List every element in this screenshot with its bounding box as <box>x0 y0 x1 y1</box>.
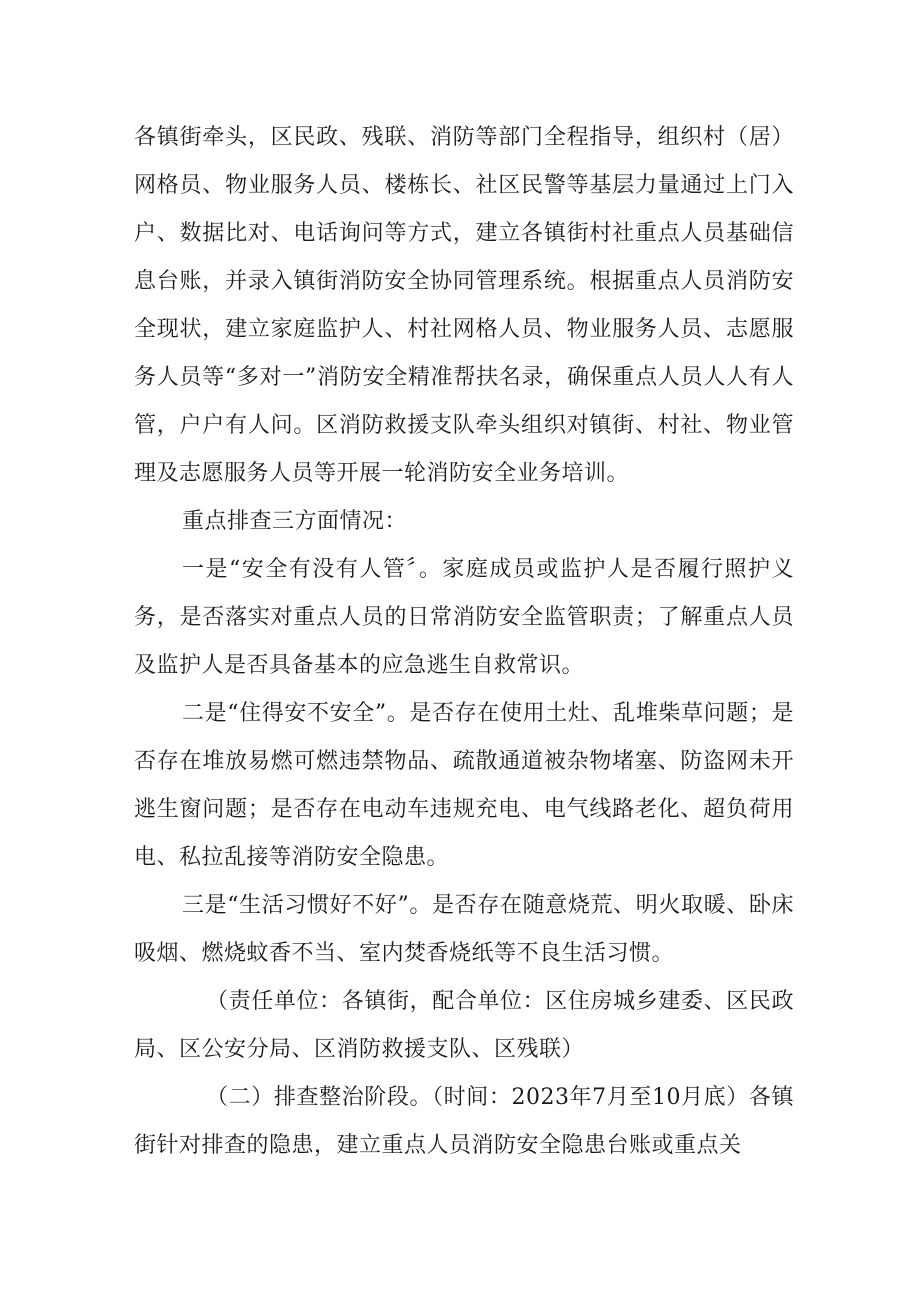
paragraph-item-two: 二是“住得安不安全”。是否存在使用土灶、乱堆柴草问题；是否存在堆放易燃可燃违禁物品、疏散通道被杂物堵塞、防盗网未开逃生窗问题；是否存在电动车违规充电、电气线路老化、超负荷用电、私拉乱接等消防安全隐患。 <box>134 701 794 870</box>
paragraph-item-one: 一是“安全有没有人管〞。家庭成员或监护人是否履行照护义务，是否落实对重点人员的日常消防安全监管职责；了解重点人员及监护人是否具备基本的应急逃生自救常识。 <box>134 557 794 678</box>
paragraph-responsible-units: （责任单位：各镇街，配合单位：区住房城乡建委、区民政局、区公安分局、区消防救援支队、区残联） <box>134 989 794 1062</box>
paragraph-rectification-stage: （二）排查整治阶段。（时间：2023年7月至10月底）各镇街针对排查的隐患，建立重点人员消防安全隐患台账或重点关 <box>134 1085 794 1158</box>
paragraph-item-three: 三是“生活习惯好不好”。是否存在随意烧荒、明火取暖、卧床吸烟、燃烧蚊香不当、室内焚香烧纸等不良生活习惯。 <box>134 893 794 966</box>
document-body <box>134 114 794 1170</box>
paragraph-organization: 各镇街牵头，区民政、残联、消防等部门全程指导，组织村（居）网格员、物业服务人员、楼栋长、社区民警等基层力量通过上门入户、数据比对、电话询问等方式，建立各镇街村社重点人员基础信息台账，并录入镇街消防安全协同管理系统。根据重点人员消防安全现状，建立家庭监护人、村社网格人员、物业服务人员、志愿服务人员等“多对一”消防安全精准帮扶名录，确保重点人员人人有人管，户户有人问。区消防救援支队牵头组织对镇街、村社、物业管理及志愿服务人员等开展一轮消防安全业务培训。 <box>134 125 794 486</box>
paragraph-inspection-heading: 重点排查三方面情况： <box>182 509 408 534</box>
